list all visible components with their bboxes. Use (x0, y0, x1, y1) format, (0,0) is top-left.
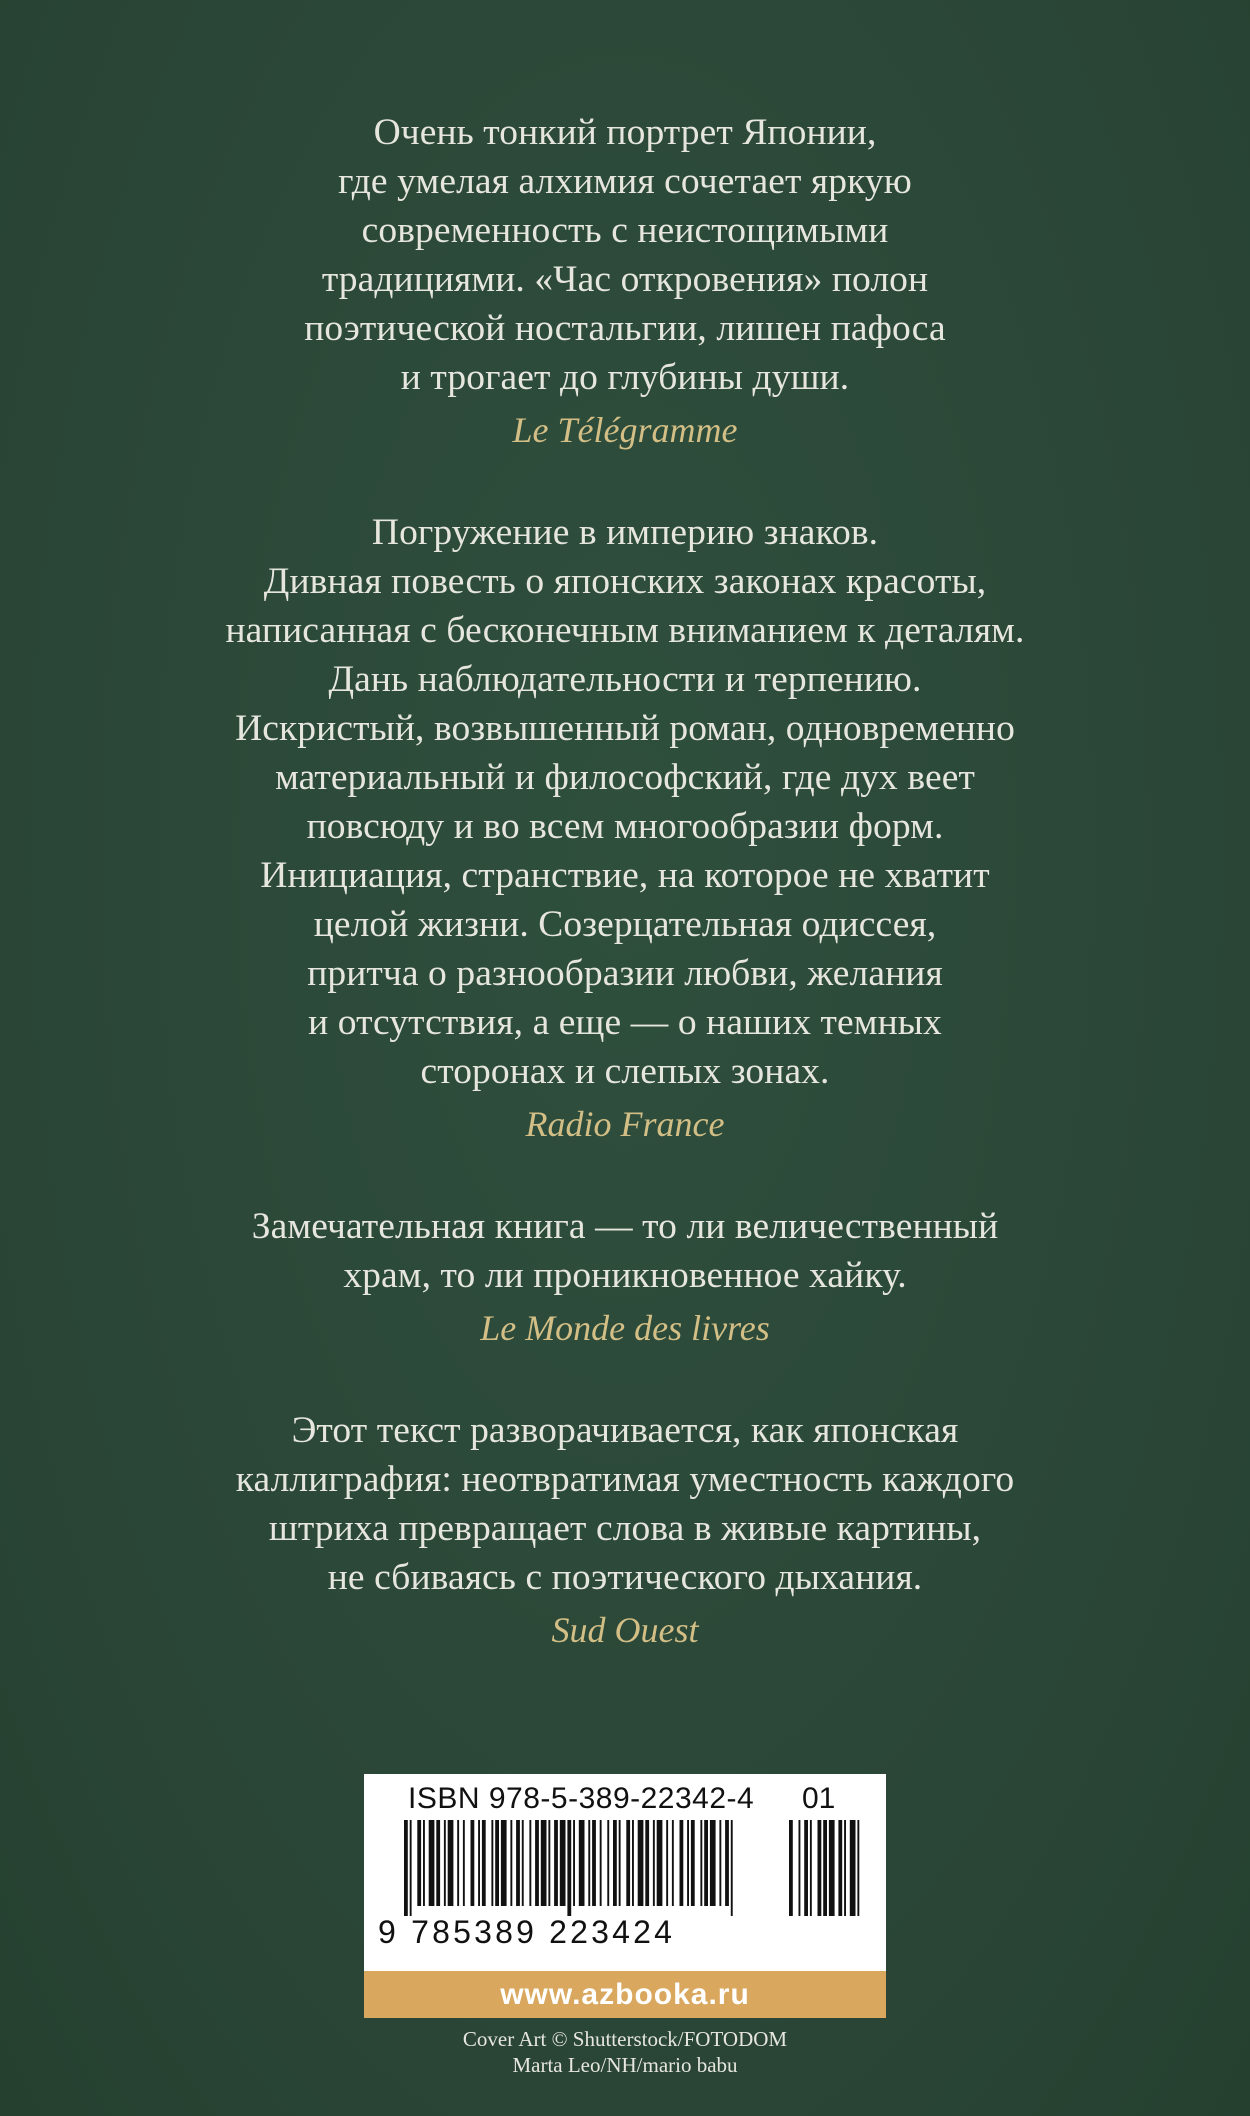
quote-line: Инициация, странствие, на которое не хватит (260, 855, 990, 896)
barcode-bar (482, 1820, 486, 1906)
barcode-bar (491, 1820, 493, 1906)
credit-line-1: Cover Art © Shutterstock/FOTODOM (462, 2027, 788, 2051)
quote-4 (0, 1406, 1250, 1654)
barcode-bar (592, 1820, 596, 1906)
addon-bar (844, 1820, 846, 1916)
barcode-bar (607, 1820, 609, 1906)
quote-1 (0, 108, 1250, 454)
quote-2 (0, 508, 1250, 1148)
quote-line: традициями. «Час откровения» полон (321, 259, 929, 300)
barcode-bar (666, 1820, 668, 1906)
barcode-bar (626, 1820, 630, 1906)
addon-bar (823, 1820, 827, 1916)
barcode-bar (457, 1820, 459, 1906)
barcode-bar (687, 1820, 689, 1906)
quote-line: Замечательная книга — то ли величественный (251, 1206, 999, 1247)
barcode-bars (404, 1820, 864, 1920)
quote-line: где умелая алхимия сочетает яркую (338, 161, 912, 202)
quote-source: Le Télégramme (512, 410, 738, 450)
barcode-bar (471, 1820, 475, 1906)
barcode-digits: 9 785389 223424 (378, 1914, 676, 1950)
isbn-label: ISBN 978-5-389-22342-4 (408, 1782, 755, 1815)
barcode-bar (501, 1820, 507, 1906)
quote-line: написанная с бесконечным вниманием к деталям. (225, 610, 1025, 651)
quote-source: Le Monde des livres (480, 1308, 770, 1348)
addon-bar (804, 1820, 808, 1916)
barcode-bar (579, 1820, 585, 1906)
quote-line: и трогает до глубины души. (400, 357, 850, 398)
barcode-bar (510, 1820, 512, 1906)
quote-source: Radio France (525, 1104, 725, 1144)
isbn-barcode (364, 1774, 886, 2018)
barcode-bar (478, 1820, 480, 1906)
barcode-bar (710, 1820, 716, 1906)
barcode-bar (657, 1820, 663, 1906)
quote-line: и отсутствия, а еще — о наших темных (308, 1002, 942, 1043)
barcode-bar (672, 1820, 674, 1906)
quote-line: Этот текст разворачивается, как японская (291, 1410, 959, 1451)
barcode-bar (588, 1820, 590, 1906)
barcode-bar (613, 1820, 617, 1906)
barcode-bar (423, 1820, 425, 1906)
barcode-bar (444, 1820, 446, 1906)
addon-bar (799, 1820, 801, 1916)
addon-bar (810, 1820, 812, 1916)
cover-credit (0, 2026, 1250, 2078)
barcode-bar (619, 1820, 621, 1906)
barcode-bar (516, 1820, 520, 1906)
barcode-bar (417, 1820, 421, 1906)
quote-line: поэтической ностальгии, лишен пафоса (304, 308, 946, 349)
quote-source: Sud Ouest (551, 1610, 699, 1650)
barcode-bar (404, 1820, 408, 1916)
barcode-bar (573, 1820, 575, 1906)
publisher-url: www.azbooka.ru (364, 1971, 886, 2018)
addon-bar (829, 1820, 835, 1916)
quote-line: Искристый, возвышенный роман, одновременно (235, 708, 1015, 749)
barcode-bar (731, 1820, 733, 1916)
barcode-bar (567, 1820, 571, 1916)
barcode-bar (541, 1820, 547, 1906)
barcode-bar (638, 1820, 644, 1906)
barcode-bar (719, 1820, 721, 1906)
quote-line: сторонах и слепых зонах. (420, 1051, 830, 1092)
quote-line: храм, то ли проникновенное хайку. (343, 1255, 907, 1296)
quote-line: Дань наблюдательности и терпению. (328, 659, 922, 700)
barcode-bar (429, 1820, 435, 1906)
barcode-bar (560, 1820, 566, 1906)
barcode-bar (410, 1820, 412, 1916)
quotes-section (0, 108, 1250, 1654)
barcode-bar (725, 1820, 729, 1906)
addon-bar (789, 1820, 793, 1916)
quote-line: целой жизни. Созерцательная одиссея, (313, 904, 937, 945)
barcode-bar (645, 1820, 649, 1906)
quote-line: притча о разнообразии любви, желания (307, 953, 943, 994)
barcode-bar (522, 1820, 524, 1906)
quote-line: не сбиваясь с поэтического дыхания. (327, 1557, 923, 1598)
barcode-bar (535, 1820, 539, 1906)
quote-line: каллиграфия: неотвратимая уместность каждого (235, 1459, 1015, 1500)
quote-line: Дивная повесть о японских законах красоты, (263, 561, 987, 602)
quote-3 (0, 1202, 1250, 1352)
quote-line: повсюду и во всем многообразии форм. (306, 806, 944, 847)
quote-line: материальный и философский, где дух веет (275, 757, 975, 798)
quote-line: Очень тонкий портрет Японии, (373, 112, 877, 153)
barcode-bar (529, 1820, 531, 1906)
barcode-bar (548, 1820, 550, 1906)
barcode-bar (436, 1820, 440, 1906)
quote-line: штриха превращает слова в живые картины, (268, 1508, 982, 1549)
barcode-bar (680, 1820, 684, 1906)
barcode-bar (448, 1820, 454, 1906)
barcode-bar (600, 1820, 602, 1906)
barcode-bar (632, 1820, 634, 1906)
barcode-bar (704, 1820, 708, 1906)
addon-bar (818, 1820, 822, 1916)
addon-bar (838, 1820, 842, 1916)
quote-line: современность с неистощимыми (361, 210, 889, 251)
barcode-bar (463, 1820, 465, 1906)
quote-line: Погружение в империю знаков. (371, 512, 879, 553)
barcode-bar (554, 1820, 558, 1906)
addon-bar (850, 1820, 856, 1916)
addon-bar (857, 1820, 859, 1916)
barcode-bar (700, 1820, 702, 1906)
barcode-bar (653, 1820, 655, 1906)
barcode-bar (495, 1820, 499, 1906)
barcode-bar (691, 1820, 695, 1906)
barcode-addon: 01 (802, 1782, 836, 1815)
credit-line-2: Marta Leo/NH/mario babu (512, 2053, 738, 2077)
